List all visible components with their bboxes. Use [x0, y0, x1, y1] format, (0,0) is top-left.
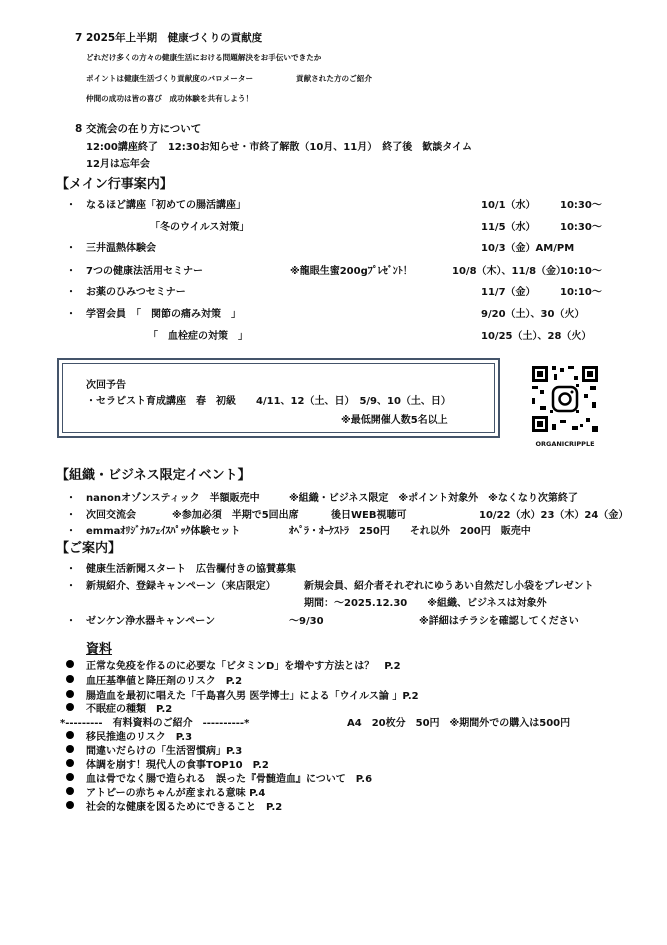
next-notice-label: 次回予告: [86, 380, 126, 391]
event-name: 「冬のウイルス対策」: [150, 222, 250, 233]
biz-bullet: ・: [66, 493, 76, 504]
guide-item-c: ※詳細はチラシを確認してください: [419, 616, 579, 627]
material-item: 不眠症の種類 P.2: [86, 704, 173, 715]
bullet-dot: [66, 801, 74, 809]
materials-header: 資料: [86, 642, 113, 657]
event-name: なるほど講座「初めての腸活講座」: [86, 200, 246, 211]
paid-item: 間違いだらけの「生活習慣病」P.3: [86, 746, 243, 757]
guide-bullet: ・: [66, 616, 76, 627]
event-name: 7つの健康法活用セミナー: [86, 266, 203, 277]
qr-label: ORGANICRIPPLE: [535, 440, 595, 448]
guide-bullet: ・: [66, 564, 76, 575]
bullet-dot: [66, 787, 74, 795]
paid-item: アトピーの赤ちゃんが産まれる意味 P.4: [86, 788, 266, 799]
event-time: 10:10～: [560, 266, 602, 277]
section7-title: 7 2025年上半期 健康づくりの貢献度: [75, 32, 263, 44]
event-time: 10:30～: [560, 222, 602, 233]
section7-line2b: 貢献された方のご紹介: [296, 74, 372, 83]
event-date: 10/8（木）、11/8（金）: [452, 266, 567, 277]
business-events-header: 【組織・ビジネス限定イベント】: [56, 468, 251, 483]
bullet-dot: [66, 703, 74, 711]
section8-title: 8 交流会の在り方について: [75, 123, 202, 135]
paid-price: A4 20枚分 50円 ※期間外での購入は500円: [347, 718, 571, 729]
section8-line2: 12月は忘年会: [86, 159, 150, 170]
section7-line2a: ポイントは健康生活づくり貢献度のバロメーター: [86, 74, 254, 83]
event-date: 9/20（土）、30（火）: [481, 309, 585, 320]
section8-line1: 12:00講座終了 12:30お知らせ・市終了解散（10月、11月） 終了後 歓談タイム: [86, 142, 472, 153]
event-date: 10/25（土）、28（火）: [481, 331, 592, 342]
event-date: 10/1（水）: [481, 200, 536, 211]
qr-code[interactable]: [530, 364, 600, 434]
biz-item-b: ※組織・ビジネス限定 ※ポイント対象外 ※なくなり次第終了: [289, 493, 578, 504]
biz-item-b: ｵﾍﾟﾗ・ｵｰｹｽﾄﾗ 250円 それ以外 200円 販売中: [289, 526, 531, 537]
paid-divider: *--------- 有料資料のご紹介 ----------*: [60, 718, 250, 729]
event-note: ※龍眼生蜜200gﾌﾟﾚｾﾞﾝﾄ！: [290, 266, 413, 277]
paid-item: 体調を崩す！現代人の食事TOP10 P.2: [86, 760, 269, 771]
event-date: 11/7（金）: [481, 287, 536, 298]
bullet-dot: [66, 745, 74, 753]
event-date: 10/3（金）AM/PM: [481, 243, 575, 254]
biz-item-c: 後日WEB視聴可: [331, 510, 407, 521]
material-item: 正常な免疫を作るのに必要な「ビタミンD」を増やす方法とは？ P.2: [86, 661, 401, 672]
guide-item-b: 期間：～2025.12.30 ※組織、ビジネスは対象外: [304, 598, 547, 609]
next-notice-line: ・セラピスト育成講座 春 初級 4/11、12（土、日） 5/9、10（土、日）: [86, 396, 451, 407]
event-name: 三井温熱体験会: [86, 243, 156, 254]
material-item: 血圧基準値と降圧剤のリスク P.2: [86, 676, 243, 687]
biz-item-b: ※参加必須 半期で5回出席: [172, 510, 299, 521]
paid-item: 移民推進のリスク P.3: [86, 732, 193, 743]
bullet-dot: [66, 759, 74, 767]
paid-item: 社会的な健康を図るためにできること P.2: [86, 802, 283, 813]
event-bullet: ・: [66, 287, 76, 298]
event-bullet: ・: [66, 200, 76, 211]
event-name: 学習会員 「 関節の痛み対策 」: [86, 309, 241, 320]
biz-bullet: ・: [66, 526, 76, 537]
event-time: 10:30～: [560, 200, 602, 211]
instagram-icon: [553, 387, 577, 411]
bullet-dot: [66, 690, 74, 698]
guide-item-a: ゼンケン浄水器キャンペーン: [86, 616, 216, 627]
event-time: 10:10～: [560, 287, 602, 298]
event-name: お薬のひみつセミナー: [86, 287, 186, 298]
event-name: 「 血栓症の対策 」: [148, 331, 248, 342]
guide-item-b: ～9/30: [289, 616, 324, 627]
section7-line1: どれだけ多くの方々の健康生活における問題解決をお手伝いできたか: [86, 53, 322, 62]
next-notice-note: ※最低開催人数5名以上: [341, 415, 448, 426]
guide-item-b: 新規会員、紹介者それぞれにゆうあい自然だし小袋をプレゼント: [304, 581, 594, 592]
biz-bullet: ・: [66, 510, 76, 521]
main-events-header: 【メイン行事案内】: [56, 177, 173, 192]
guide-header: 【ご案内】: [56, 541, 122, 556]
biz-item-a: 次回交流会: [86, 510, 136, 521]
event-bullet: ・: [66, 243, 76, 254]
material-item: 腸造血を最初に唱えた「千島喜久男 医学博士」による「ウイルス論 」P.2: [86, 691, 419, 702]
bullet-dot: [66, 660, 74, 668]
guide-bullet: ・: [66, 581, 76, 592]
section7-line3: 仲間の成功は皆の喜び 成功体験を共有しよう！: [86, 94, 254, 103]
event-date: 11/5（水）: [481, 222, 536, 233]
paid-item: 血は骨でなく腸で造られる 誤った『骨髄造血』について P.6: [86, 774, 373, 785]
biz-item-d: 10/22（水）23（木）24（金）: [479, 510, 629, 521]
bullet-dot: [66, 773, 74, 781]
bullet-dot: [66, 675, 74, 683]
biz-item-a: emmaｵﾘｼﾞﾅﾙﾌｪｲｽﾊﾟｯｸ体験セット: [86, 526, 241, 537]
biz-item-a: nanonオゾンスティック 半額販売中: [86, 493, 260, 504]
event-bullet: ・: [66, 266, 76, 277]
guide-item-a: 新規紹介、登録キャンペーン（来店限定）: [86, 581, 276, 592]
guide-item-a: 健康生活新聞スタート 広告欄付きの協賛募集: [86, 564, 296, 575]
bullet-dot: [66, 731, 74, 739]
event-bullet: ・: [66, 309, 76, 320]
